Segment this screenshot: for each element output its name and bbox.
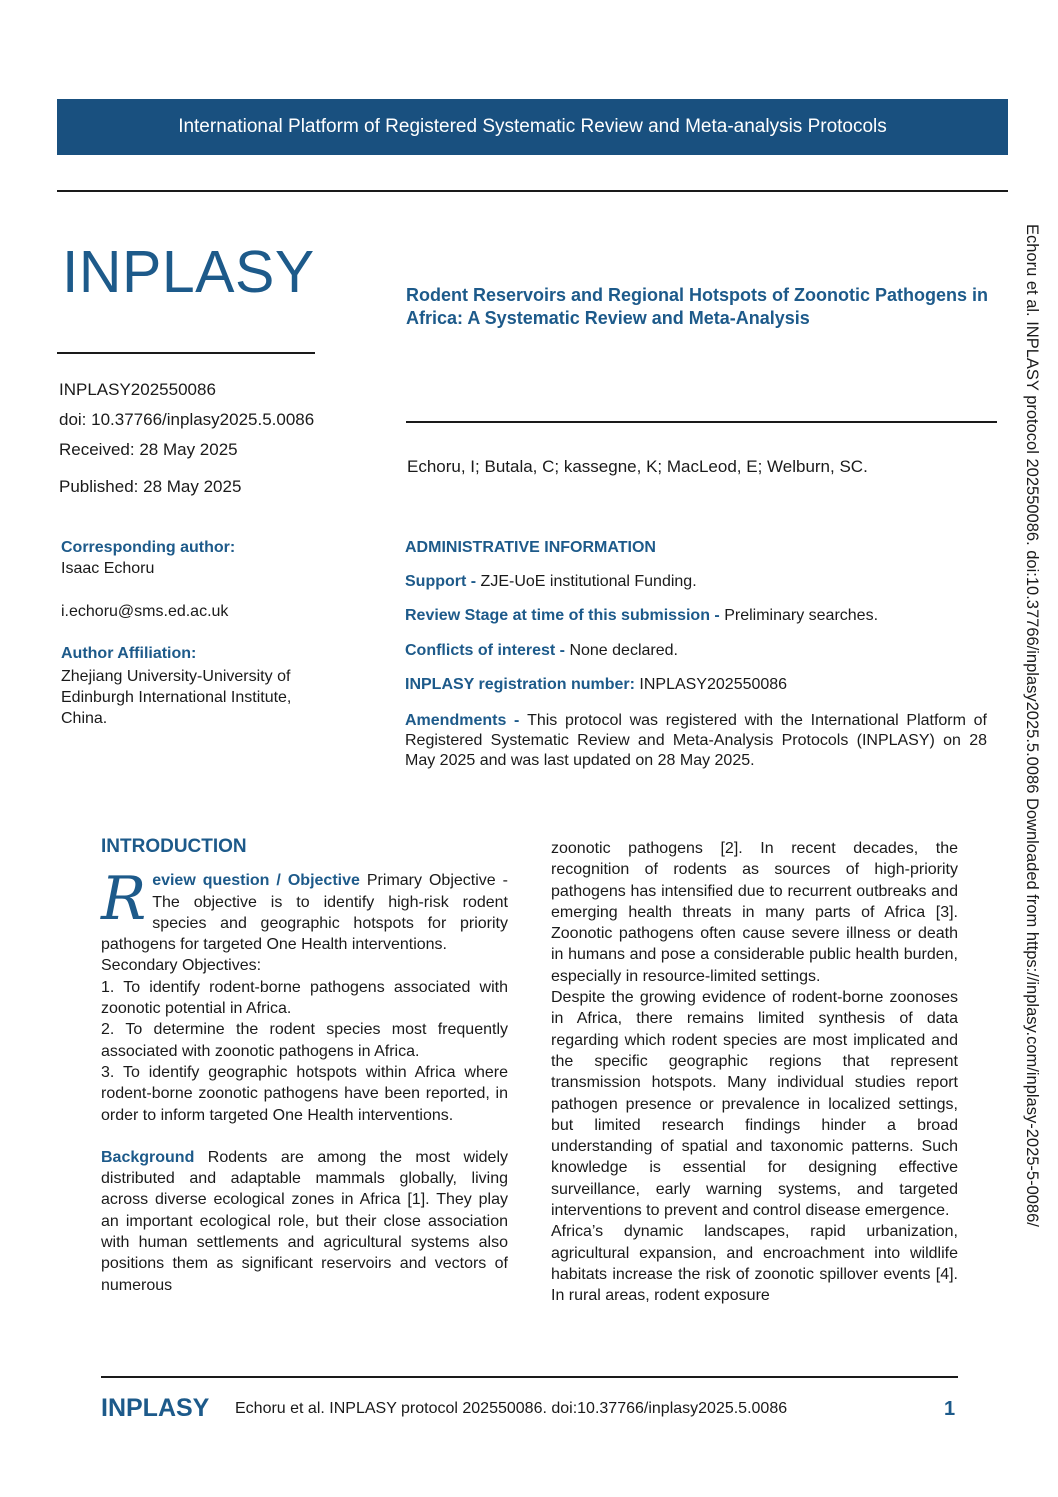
affiliation-text: Zhejiang University-University of Edinburgh International Institute, China.: [61, 668, 292, 727]
background-paragraph: [101, 1147, 508, 1296]
admin-heading: ADMINISTRATIVE INFORMATION: [405, 539, 656, 556]
amend-label: Amendments -: [405, 712, 528, 729]
support-label: Support -: [405, 573, 481, 590]
objective-1: 1. To identify rodent-borne pathogens associated with zoonotic potential in Africa.: [101, 978, 508, 1018]
corresponding-author-name: Isaac Echoru: [61, 560, 155, 577]
stage-value: Preliminary searches.: [724, 607, 879, 624]
title-rule: [406, 421, 997, 423]
brand-logo: INPLASY: [62, 239, 315, 305]
review-question-paragraph: [101, 864, 508, 955]
background-text: Rodents are among the most widely distributed and adaptable mammals globally, living across diverse ecological zones in Africa [1]. They play an important ecological role, but their close association with human settlements and agricultural systems also positions them as significant reservoirs and vectors of numerous: [101, 1148, 508, 1294]
download-side-note: Echoru et al. INPLASY protocol 202550086. doi:10.37766/inplasy2025.5.0086 Downloaded from https://inplasy.com/inplasy-2025-5-0086/: [1023, 224, 1041, 1227]
right-paragraph-3: Africa’s dynamic landscapes, rapid urbanization, agricultural expansion, and encroachment into wildlife habitats increase the risk of zoonotic spillover events [4]. In rural areas, rodent exposure: [551, 1223, 958, 1305]
doi: doi: 10.37766/inplasy2025.5.0086: [59, 410, 315, 429]
banner-text: International Platform of Registered Systematic Review and Meta-analysis Protocols: [178, 116, 887, 137]
objective-2: 2. To determine the rodent species most frequently associated with zoonotic pathogens in Africa.: [101, 1021, 508, 1060]
paper-title: Rodent Reservoirs and Regional Hotspots of Zoonotic Pathogens in Africa: A Systematic Review and Meta-Analysis: [406, 285, 989, 328]
received-date: Received: 28 May 2025: [59, 440, 238, 459]
affiliation-label: Author Affiliation:: [61, 645, 197, 662]
drop-cap: R: [101, 864, 147, 935]
admin-review-stage: [405, 607, 987, 625]
reg-label: INPLASY registration number:: [405, 676, 640, 693]
review-question-label: eview question / Objective: [152, 872, 360, 890]
review-question-text: Primary Objective - The objective is to identify high-risk rodent species and geographic hotspots for priority pathogens for targeted One Health interventions.: [101, 872, 508, 954]
authors: Echoru, I; Butala, C; kassegne, K; MacLeod, E; Welburn, SC.: [407, 457, 868, 476]
left-column: [101, 836, 508, 1296]
background-label: Background: [101, 1148, 195, 1166]
footer-rule: [101, 1376, 958, 1378]
brand-rule: [57, 352, 315, 354]
support-value: ZJE-UoE institutional Funding.: [480, 573, 697, 590]
footer-citation: Echoru et al. INPLASY protocol 202550086. doi:10.37766/inplasy2025.5.0086: [235, 1400, 788, 1417]
amend-value: This protocol was registered with the International Platform of Registered Systematic Review and Meta-Analysis Protocols (INPLASY) on 28 May 2025 and was last updated on 28 May 2025.: [405, 712, 987, 769]
page-number: 1: [944, 1398, 956, 1420]
right-paragraph-2: Despite the growing evidence of rodent-borne zoonoses in Africa, there remains limited synthesis of data regarding which rodent species are most implicated and the specific geographic regions that represent transmission hotspots. Many individual studies report pathogen presence or prevalence in localized settings, but limited research findings hinder a broad understanding of spatial and taxonomic patterns. Such knowledge is essential for designing effective surveillance, early warning systems, and targeted interventions to prevent and control disease emergence.: [551, 989, 958, 1220]
stage-label: Review Stage at time of this submission -: [405, 607, 725, 624]
header-rule: [57, 190, 1008, 192]
admin-amendments: [405, 711, 987, 771]
right-paragraph-1: zoonotic pathogens [2]. In recent decades, the recognition of rodents as sources of high-priority pathogens has intensified due to recurrent outbreaks and emerging health threats in many parts of Africa [3]. Zoonotic pathogens often cause severe illness or death in humans and pose a considerable public health burden, especially in resource-limited settings.: [551, 840, 958, 985]
admin-support: [405, 573, 987, 591]
reg-value: INPLASY202550086: [639, 676, 788, 693]
introduction-heading: INTRODUCTION: [101, 836, 247, 857]
secondary-objectives-label: Secondary Objectives:: [101, 957, 262, 975]
corresponding-author-label: Corresponding author:: [61, 539, 236, 556]
corresponding-author-email: i.echoru@sms.ed.ac.uk: [61, 603, 229, 620]
side-margin: [1022, 224, 1058, 1320]
admin-conflicts: [405, 642, 987, 660]
conflict-label: Conflicts of interest -: [405, 642, 570, 659]
right-column: [551, 838, 958, 1307]
admin-registration: [405, 676, 987, 694]
published-date: Published: 28 May 2025: [59, 477, 242, 496]
inplasy-id: INPLASY202550086: [59, 380, 216, 399]
conflict-value: None declared.: [569, 642, 678, 659]
header-banner: [57, 99, 1008, 155]
footer-brand: INPLASY: [101, 1394, 210, 1422]
objective-3: 3. To identify geographic hotspots within Africa where rodent-borne zoonotic pathogens have been reported, in order to inform targeted One Health interventions.: [101, 1063, 508, 1124]
